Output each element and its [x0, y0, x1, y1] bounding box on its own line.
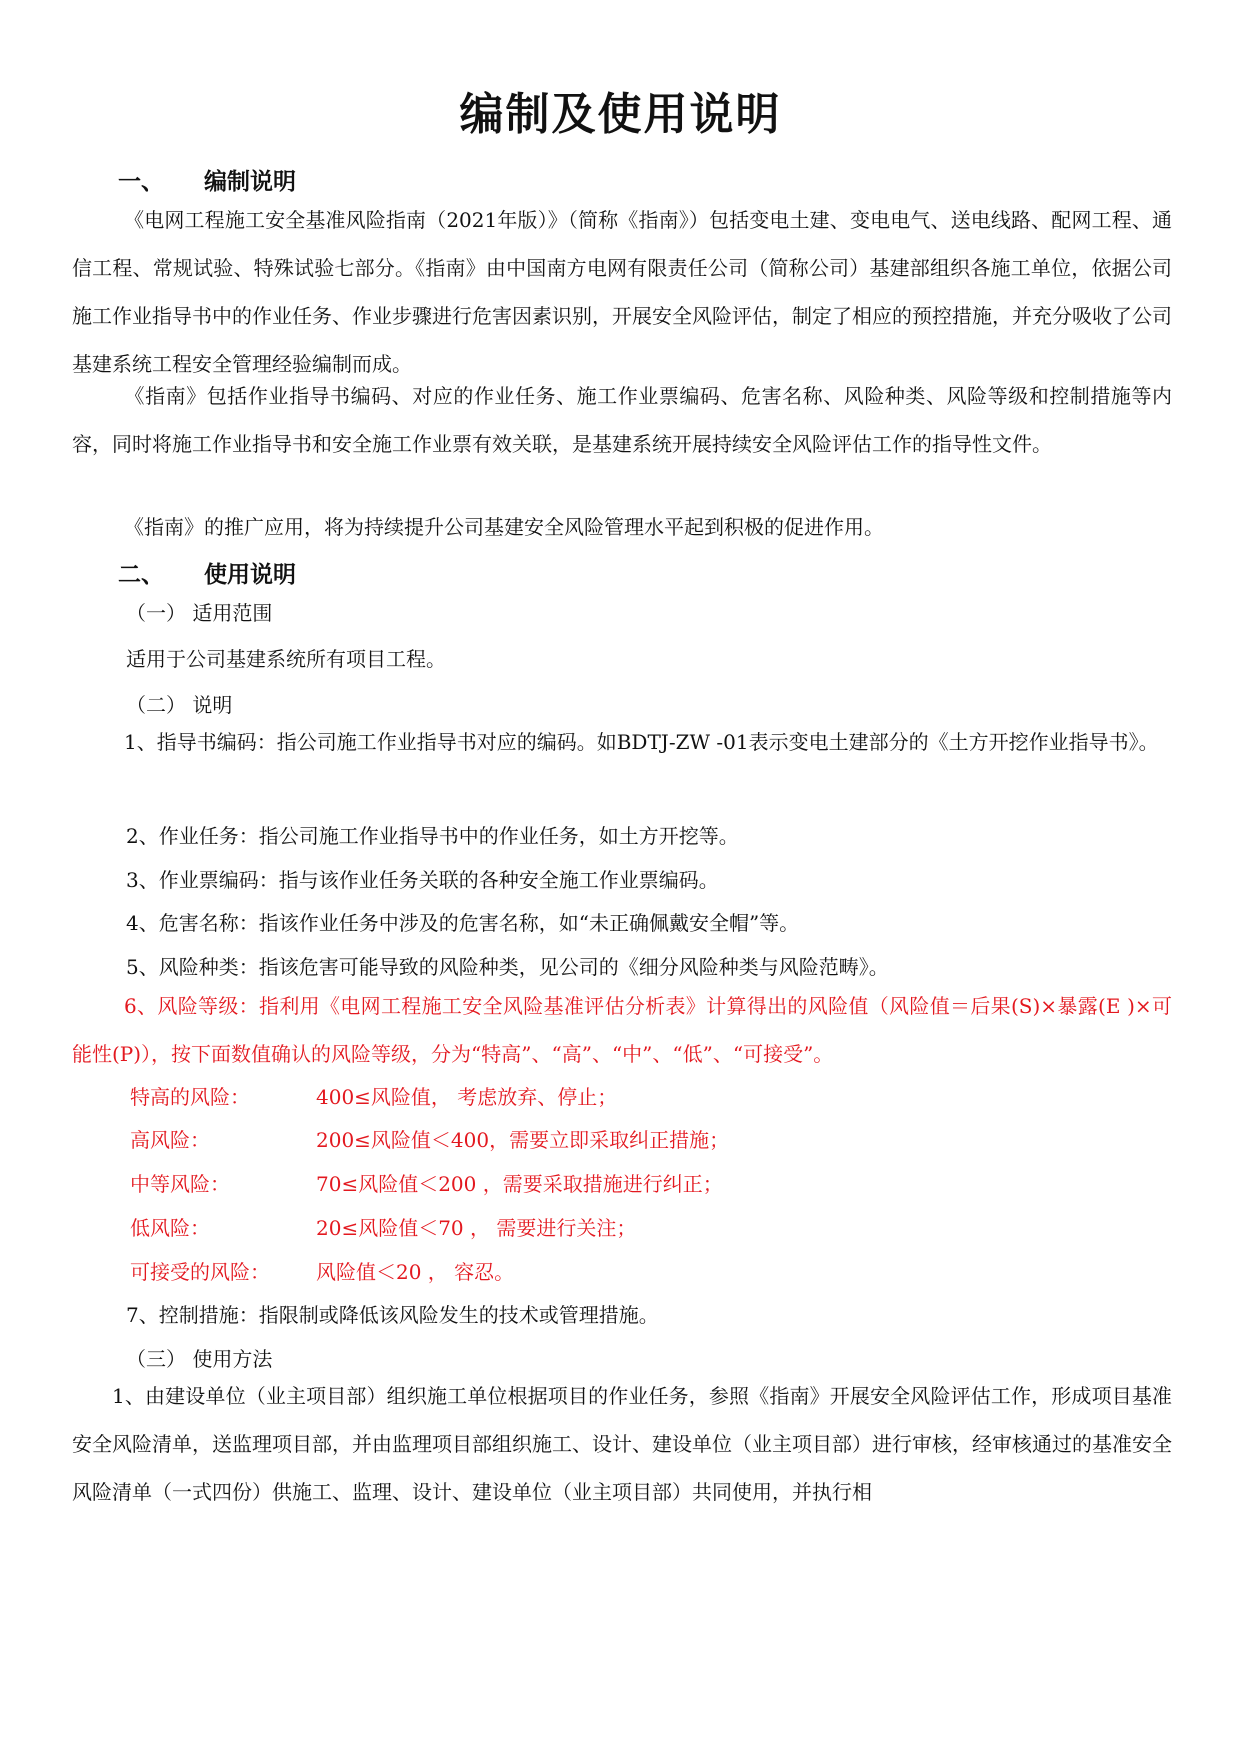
- section2-heading-text: 使用说明: [204, 562, 296, 588]
- section1-heading-text: 编制说明: [204, 169, 296, 195]
- risk-level-name: 中等风险：: [130, 1172, 230, 1196]
- section1-heading: [118, 163, 296, 196]
- risk-level-name: 高风险：: [130, 1128, 210, 1152]
- risk-level-name: 特高的风险：: [130, 1085, 250, 1109]
- risk-level-range: 200≤风险值＜400，需要立即采取纠正措施；: [316, 1128, 730, 1152]
- risk-level-row: [130, 1124, 729, 1153]
- section1-paragraph-3: [72, 503, 1172, 551]
- section1-number: 一、: [118, 169, 164, 195]
- risk-level-range: 400≤风险值， 考虑放弃、停止；: [316, 1085, 618, 1109]
- risk-level-range: 20≤风险值＜70 ， 需要进行关注；: [316, 1216, 637, 1240]
- scope-text: 适用于公司基建系统所有项目工程。: [126, 647, 446, 671]
- section1-paragraph-2: [72, 372, 1172, 468]
- risk-level-range: 70≤风险值＜200 ，需要采取措施进行纠正；: [316, 1172, 723, 1196]
- item-6-text: 6、风险等级：指利用《电网工程施工安全风险基准评估分析表》计算得出的风险值（风险值＝后果(S)×暴露(E )×可能性(P)），按下面数值确认的风险等级，分为“特高”、“高”、“中”、“低”、“可接受”。: [72, 994, 1172, 1066]
- item-4: 4、危害名称：指该作业任务中涉及的危害名称，如“未正确佩戴安全帽”等。: [126, 911, 800, 935]
- method-1-text: 1、由建设单位（业主项目部）组织施工单位根据项目的作业任务，参照《指南》开展安全风险评估工作，形成项目基准安全风险清单，送监理项目部，并由监理项目部组织施工、设计、建设单位（业主项目部）进行审核，经审核通过的基准安全风险清单（一式四份）供施工、监理、设计、建设单位（业主项目部）共同使用，并执行相: [72, 1384, 1172, 1504]
- method-1: [72, 1372, 1172, 1516]
- page-title: 编制及使用说明: [459, 89, 782, 140]
- risk-level-range: 风险值＜20 ， 容忍。: [316, 1260, 515, 1284]
- subsection-scope: （一） 适用范围: [126, 601, 273, 625]
- risk-level-name: 低风险：: [130, 1216, 210, 1240]
- section2-number: 二、: [118, 562, 164, 588]
- item-6: [72, 982, 1172, 1078]
- risk-level-row: [130, 1168, 723, 1197]
- risk-level-row: [130, 1081, 617, 1110]
- risk-level-row: [130, 1212, 636, 1241]
- section1-paragraph-1: [72, 196, 1172, 388]
- section1-paragraph-1-text: 《电网工程施工安全基准风险指南（2021年版）》（简称《指南》）包括变电土建、变电电气、送电线路、配网工程、通信工程、常规试验、特殊试验七部分。《指南》由中国南方电网有限责任公司（简称公司）基建部组织各施工单位，依据公司施工作业指导书中的作业任务、作业步骤进行危害因素识别，开展安全风险评估，制定了相应的预控措施，并充分吸收了公司基建系统工程安全管理经验编制而成。: [72, 208, 1172, 376]
- section1-paragraph-3-text: 《指南》的推广应用，将为持续提升公司基建安全风险管理水平起到积极的促进作用。: [124, 515, 884, 539]
- item-3: 3、作业票编码：指与该作业任务关联的各种安全施工作业票编码。: [126, 868, 719, 892]
- item-1: [72, 718, 1172, 766]
- item-2: 2、作业任务：指公司施工作业指导书中的作业任务，如土方开挖等。: [126, 824, 739, 848]
- subsection-description: （二） 说明: [126, 693, 233, 717]
- item-7: 7、控制措施：指限制或降低该风险发生的技术或管理措施。: [126, 1303, 659, 1327]
- section2-heading: [118, 556, 296, 589]
- subsection-usage-method: （三） 使用方法: [126, 1347, 273, 1371]
- item-1-text: 1、指导书编码：指公司施工作业指导书对应的编码。如BDTJ-ZW -01表示变电土建部分的《土方开挖作业指导书》。: [124, 730, 1159, 754]
- item-5: 5、风险种类：指该危害可能导致的风险种类，见公司的《细分风险种类与风险范畴》。: [126, 955, 889, 979]
- section1-paragraph-2-text: 《指南》包括作业指导书编码、对应的作业任务、施工作业票编码、危害名称、风险种类、风险等级和控制措施等内容，同时将施工作业指导书和安全施工作业票有效关联，是基建系统开展持续安全风险评估工作的指导性文件。: [72, 384, 1172, 456]
- risk-level-name: 可接受的风险：: [130, 1260, 270, 1284]
- risk-level-row: [130, 1256, 514, 1285]
